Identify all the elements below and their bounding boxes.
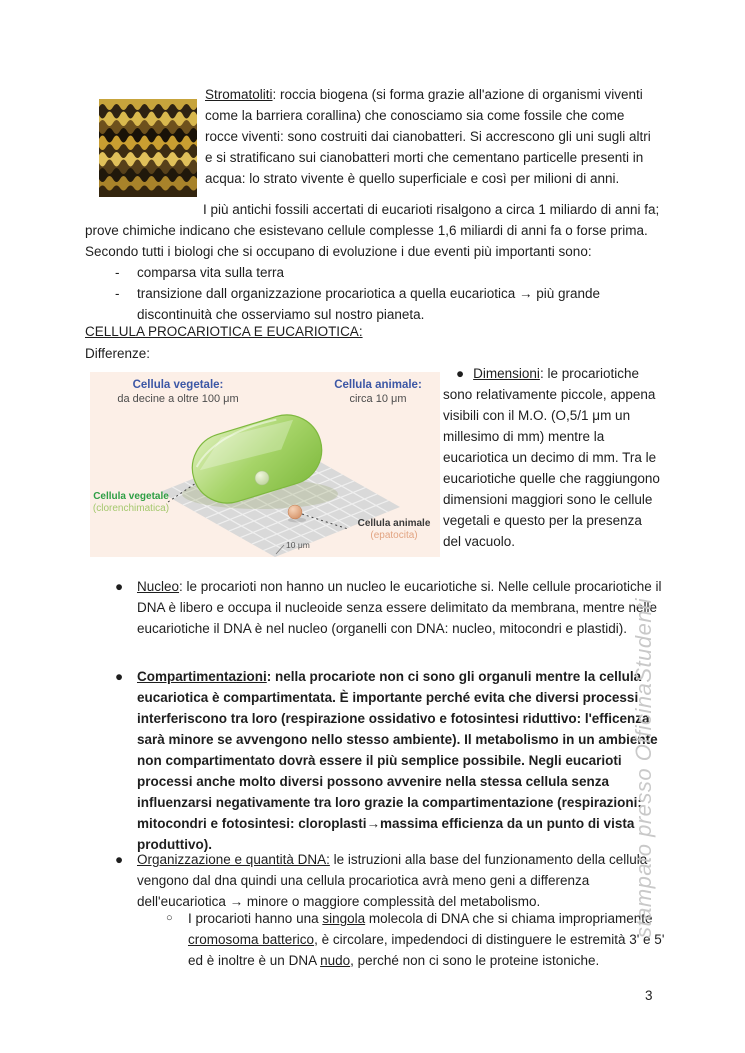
list-item-text: transizione dall organizzazione procariotica a quella eucariotica → più grande discontinuità che osserviamo sul nostro pianeta. (137, 286, 601, 322)
animal-cell-callout-title: Cellula animale (357, 518, 431, 529)
list-item (85, 262, 663, 283)
bacterial-chromosome-text: I procarioti hanno una singola molecola di DNA che si chiama impropriamente cromosoma batterico, è circolare, impedendoci di distinguere le estremità 3' e 5' ed è inoltre è un DNA nudo, perché non ci sono le proteine istoniche. (188, 911, 665, 968)
compartmentalization-bullet (85, 666, 667, 855)
dimensions-text: Dimensioni: le procariotiche sono relativamente piccole, appena visibili con il M.O. (O,5/1 μm un millesimo di mm) mentre la eucariotica un decimo di mm. Tra le eucariotiche quelle che raggiungono dimensioni maggiori sono le cellule vegetali e questo per la presenza del vacuolo. (443, 366, 660, 549)
bacterial-chromosome-subbullet (85, 908, 670, 971)
dna-organization-text: Organizzazione e quantità DNA: le istruzioni alla base del funzionamento della cellula vengono dal dna quindi una cellula procariotica avrà meno geni a differenza dell'eucariotica → minore o maggiore complessità del metabolismo. (137, 852, 648, 909)
plant-cell-callout-sub: (clorenchimatica) (92, 503, 170, 514)
pale-sphere (255, 471, 269, 485)
differences-label: Differenze: (85, 346, 151, 361)
section-heading: CELLULA PROCARIOTICA E EUCARIOTICA: (85, 324, 363, 339)
dash-bullet: - (115, 265, 120, 280)
animal-cell-title: Cellula animale: (334, 379, 422, 391)
watermark-text: stampato presso OfficinaStudenti (631, 597, 656, 938)
animal-cell-callout-sub: (epatocita) (370, 530, 418, 541)
plant-cell-callout (90, 491, 172, 515)
plant-cell-callout-title: Cellula vegetale (93, 491, 169, 502)
intro-section (99, 84, 660, 197)
fossils-paragraph: I più antichi fossili accertati di eucarioti risalgono a circa 1 miliardo di anni fa; prove chimiche indicano che esistevano cellule complesse 1,6 miliardi di anni fa o forse prima. Secondo tutti i biologi che si occupano di evoluzione i due eventi più importanti sono: (85, 202, 660, 259)
nucleus-text: Nucleo: le procarioti non hanno un nucleo le eucariotiche si. Nelle cellule procariotiche il DNA è libero e occupa il nucleoide senza essere delimitato da membrana, mentre nelle eucariotiche il DNA è nel nucleo (organelli con DNA: nucleo, mitocondri e plastidi). (137, 579, 662, 636)
dimensions-bullet (443, 363, 661, 552)
bullet-marker: ● (456, 366, 465, 381)
stromatolite-image (99, 99, 197, 197)
scale-label: 10 μm (286, 540, 310, 550)
bullet-marker: ● (115, 579, 124, 594)
plant-cell-title: Cellula vegetale: (132, 379, 224, 391)
animal-cell-sphere (288, 505, 302, 519)
cell-size-comparison-diagram (90, 372, 440, 557)
circle-bullet-marker: ○ (166, 912, 173, 924)
intro-paragraph: Stromatoliti: roccia biogena (si forma grazie all'azione di organismi viventi come la barriera corallina) che conosciamo sia come fossile che come rocce viventi: sono costruiti dai cianobatteri. Si accrescono gli uni sugli altri e si stratificano sui cianobatteri morti che cementano particelle presenti in acqua: lo strato vivente è quello superficiale e così per milioni di anni. (205, 87, 651, 186)
nucleus-bullet (85, 576, 670, 639)
animal-cell-title-block (322, 378, 434, 406)
plant-cell-size: da decine a oltre 100 μm (117, 393, 239, 405)
animal-cell-callout (350, 518, 438, 542)
bullet-marker: ● (115, 669, 124, 684)
stromatolite-layers-graphic (99, 99, 197, 197)
list-item (85, 283, 663, 325)
dna-organization-bullet (85, 849, 670, 912)
plant-cell-title-block (108, 378, 248, 406)
key-events-list (85, 262, 663, 325)
compartmentalization-text: Compartimentazioni: nella procariote non ci sono gli organuli mentre la cellula eucariotica è compartimentata. È importante perché evita che diversi processi interferiscono tra loro (respirazione ossidativo e fotosintesi riduttivo: l'efficenza sarà minore se avvengono nello stesso ambiente). Il metabolismo in un ambiente non compartimentato dovrà essere il più semplice possibile. Negli eucarioti processi anche molto diversi possono avvenire nella stessa cellula senza influenzarsi negativamente tra loro grazie la compartimentazione (respirazioni: mitocondri e fotosintesi: cloroplasti→massima efficienza da un punto di vista produttivo). (137, 669, 658, 852)
dash-bullet: - (115, 286, 120, 301)
page-number: 3 (645, 988, 653, 1003)
animal-cell-size: circa 10 μm (349, 393, 407, 405)
bullet-marker: ● (115, 852, 124, 867)
list-item-text: comparsa vita sulla terra (137, 265, 285, 280)
